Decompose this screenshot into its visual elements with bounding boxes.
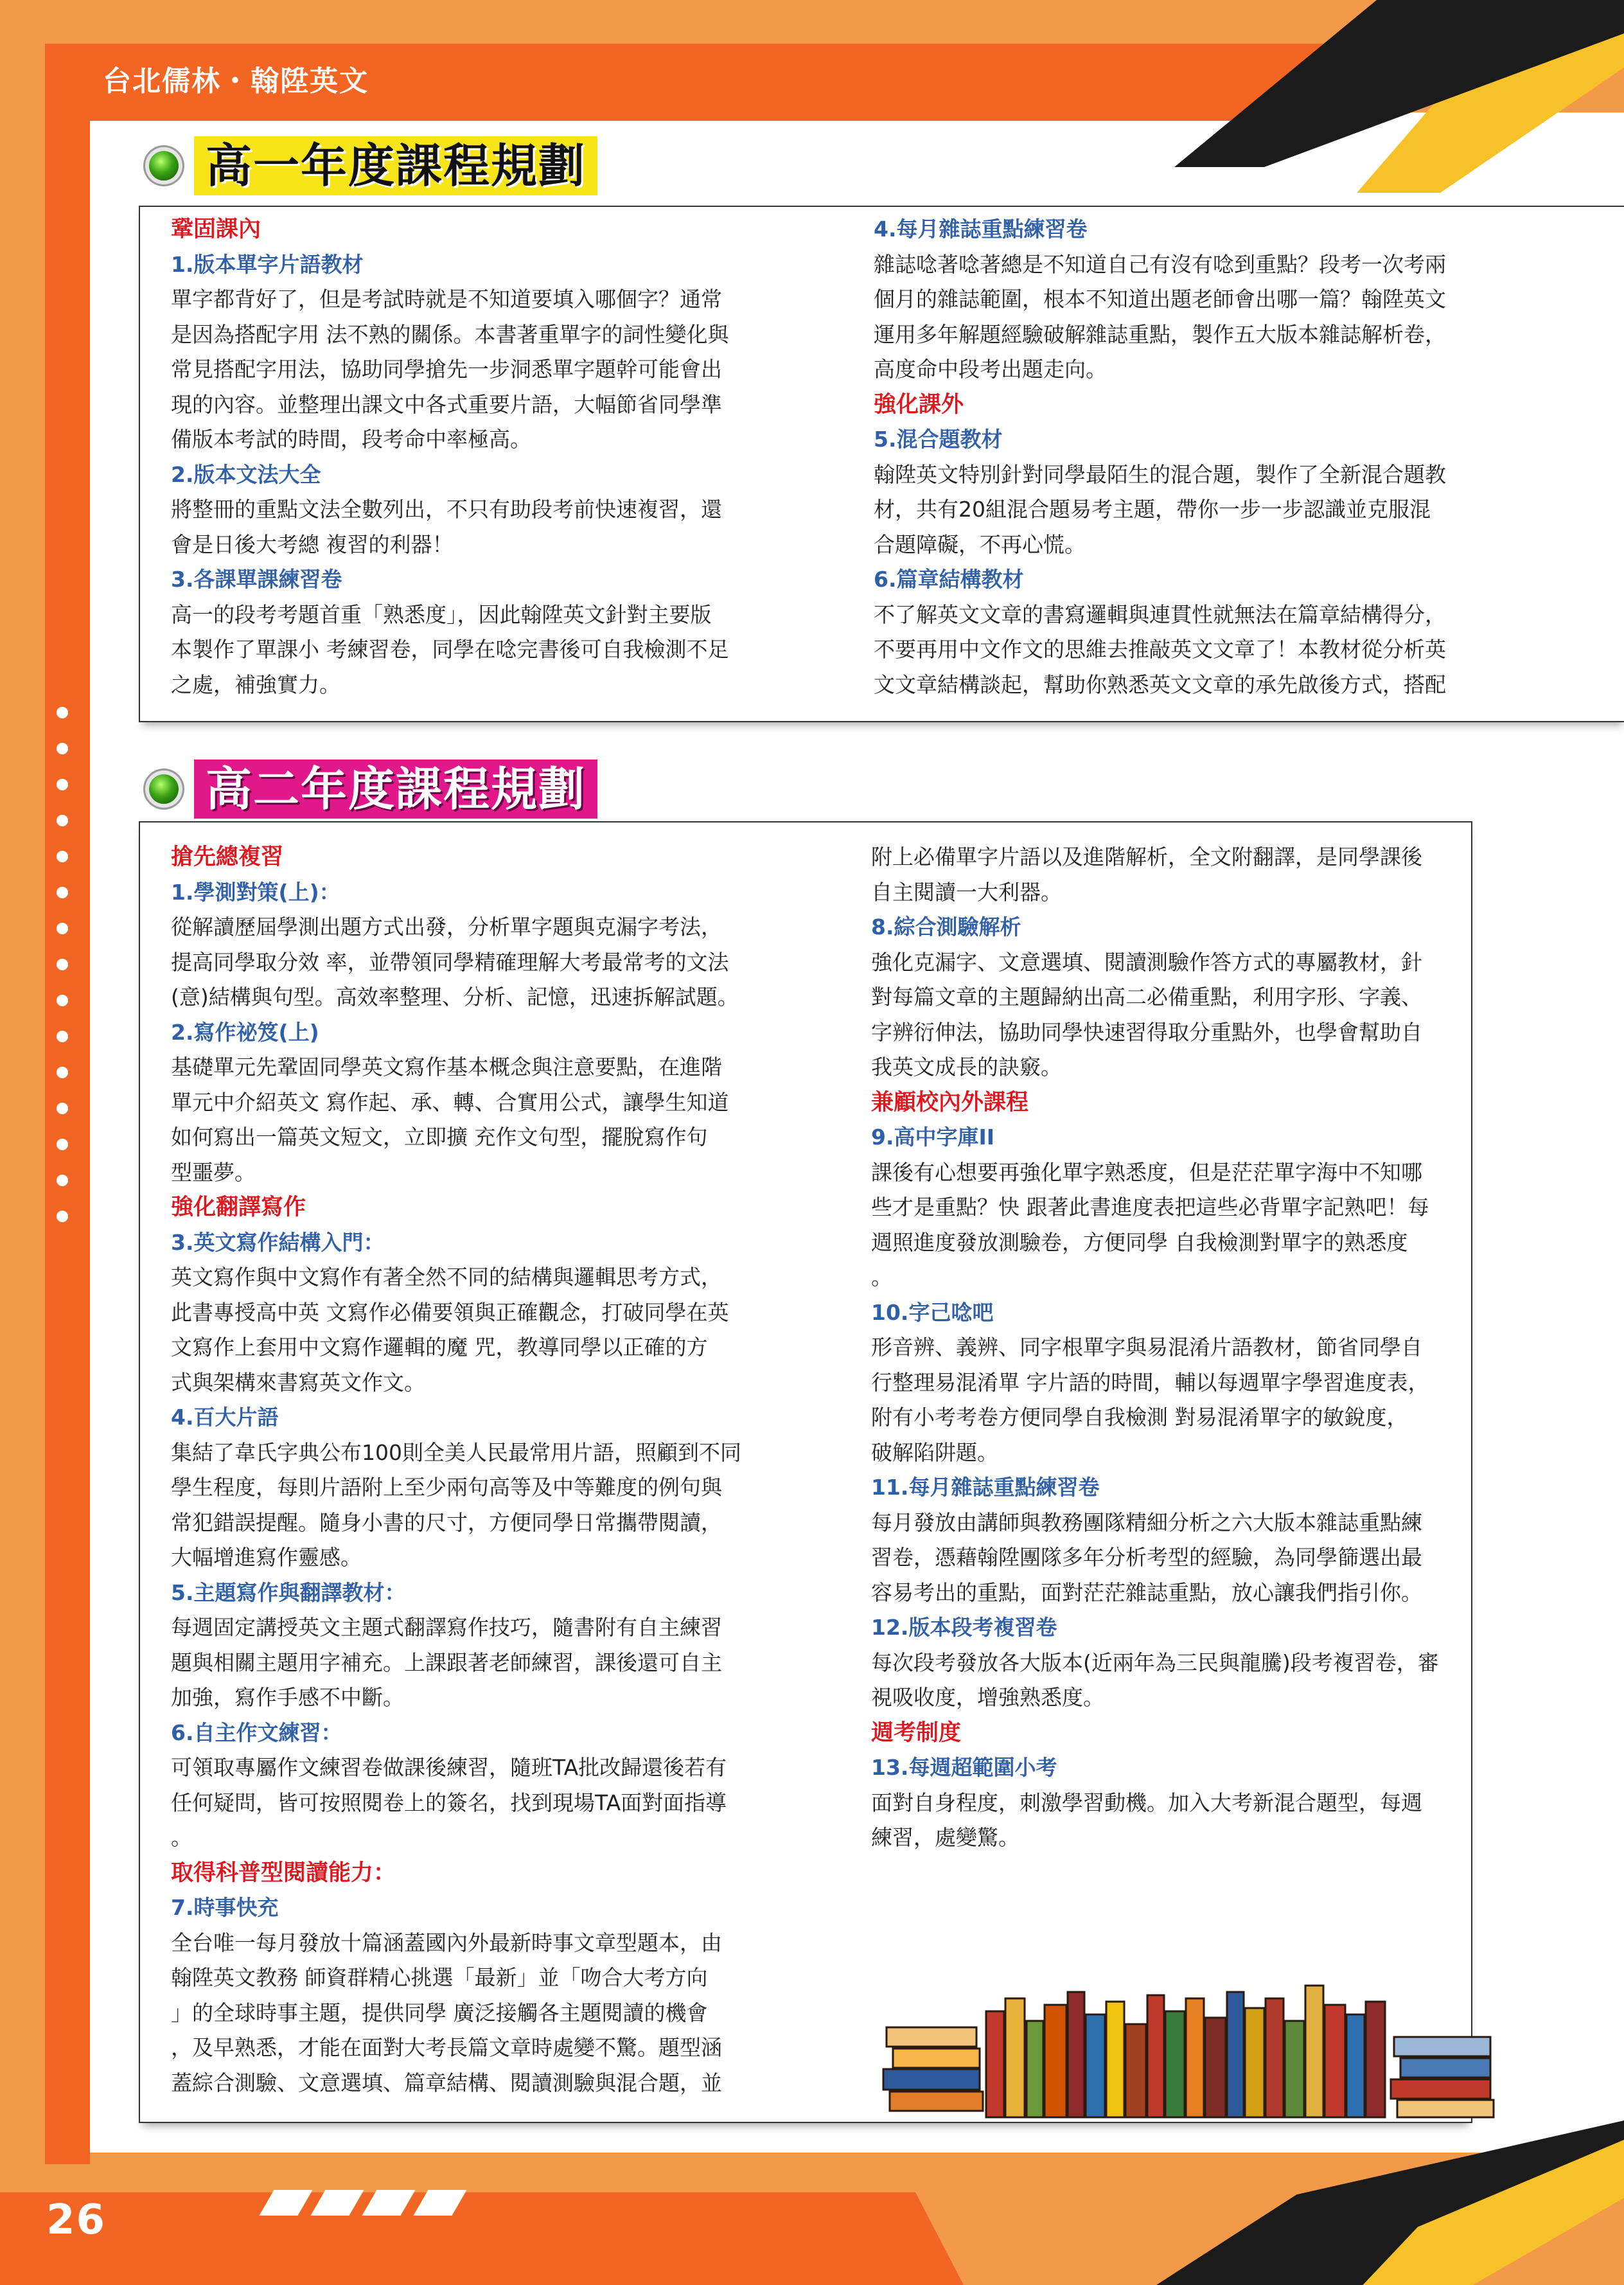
- description-line: 式與架構來書寫英文作文。: [171, 1369, 425, 1395]
- description-line: 週照進度發放測驗卷，方便同學 自我檢測對單字的熟悉度: [871, 1229, 1408, 1255]
- description-line: 」的全球時事主題，提供同學 廣泛接觸各主題閱讀的機會: [171, 2000, 708, 2025]
- description-line: 自主閱讀一大利器。: [871, 879, 1062, 905]
- description-line: 。: [871, 1265, 892, 1290]
- description-line: 運用多年解題經驗破解雜誌重點，製作五大版本雜誌解析卷，: [874, 321, 1446, 347]
- description-line: 本製作了單課小 考練習卷，同學在唸完書後可自我檢測不足: [171, 637, 729, 662]
- description-line: 會是日後大考總 複習的利器！: [171, 531, 454, 557]
- description-line: 可領取專屬作文練習卷做課後練習，隨班TA批改歸還後若有: [171, 1755, 727, 1780]
- description-line: 此書專授高中英 文寫作必備要領與正確觀念，打破同學在英: [171, 1299, 729, 1325]
- green-bullet-icon: [149, 151, 179, 181]
- description-line: 翰陞英文特別針對同學最陌生的混合題，製作了全新混合題教: [874, 461, 1446, 487]
- description-line: 。: [171, 1825, 192, 1850]
- description-line: 我英文成長的訣竅。: [871, 1054, 1062, 1080]
- description-line: 集結了韋氏字典公布100則全美人民最常用片語，照顧到不同: [171, 1439, 741, 1465]
- description-line: 習卷，憑藉翰陞團隊多年分析考型的經驗，為同學篩選出最: [871, 1545, 1422, 1570]
- course-heading: 4.百大片語: [171, 1405, 279, 1430]
- description-line: 每次段考發放各大版本(近兩年為三民與龍騰)段考複習卷，審: [871, 1649, 1439, 1675]
- category-heading: 鞏固課內: [171, 217, 261, 242]
- description-line: 基礎單元先鞏固同學英文寫作基本概念與注意要點，在進階: [171, 1054, 722, 1080]
- course-heading: 6.篇章結構教材: [874, 567, 1024, 592]
- description-line: 從解讀歷屆學測出題方式出發，分析單字題與克漏字考法，: [171, 914, 722, 939]
- description-line: 全台唯一每月發放十篇涵蓋國內外最新時事文章型題本，由: [171, 1930, 722, 1955]
- green-bullet-icon: [149, 774, 179, 804]
- description-line: 不了解英文文章的書寫邏輯與連貫性就無法在篇章結構得分，: [874, 601, 1446, 627]
- description-line: 提高同學取分效 率，並帶領同學精確理解大考最常考的文法: [171, 949, 729, 975]
- category-heading: 強化翻譯寫作: [171, 1195, 306, 1220]
- description-line: 題與相關主題用字補充。上課跟著老師練習，課後還可自主: [171, 1649, 722, 1675]
- description-line: 文文章結構談起，幫助你熟悉英文文章的承先啟後方式，搭配: [874, 671, 1446, 697]
- description-line: 任何疑問，皆可按照閱卷上的簽名，找到現場TA面對面指導: [171, 1790, 727, 1815]
- description-line: 附上必備單字片語以及進階解析，全文附翻譯，是同學課後: [871, 844, 1422, 869]
- description-line: 對每篇文章的主題歸納出高二必備重點，利用字形、字義、: [871, 984, 1422, 1009]
- description-line: 大幅增進寫作靈感。: [171, 1545, 362, 1570]
- description-line: 雜誌唸著唸著總是不知道自己有沒有唸到重點？段考一次考兩: [874, 251, 1446, 277]
- category-heading: 取得科普型閱讀能力：: [171, 1860, 396, 1886]
- course-heading: 9.高中字庫II: [871, 1125, 995, 1150]
- description-line: 附有小考考卷方便同學自我檢測 對易混淆單字的敏銳度，: [871, 1405, 1408, 1430]
- section2-title: 高二年度課程規劃: [194, 760, 597, 819]
- description-line: 加強，寫作手感不中斷。: [171, 1685, 404, 1710]
- course-heading: 12.版本段考複習卷: [871, 1615, 1057, 1640]
- section1-left-column: [171, 212, 826, 702]
- description-line: 不要再用中文作文的思維去推敲英文文章了！本教材從分析英: [874, 637, 1446, 662]
- description-line: 之處，補強實力。: [171, 671, 340, 697]
- description-line: 單字都背好了，但是考試時就是不知道要填入哪個字？通常: [171, 287, 722, 312]
- category-heading: 強化課外: [874, 391, 964, 418]
- description-line: 翰陞英文教務 師資群精心挑選「最新」並「吻合大考方向: [171, 1965, 708, 1990]
- category-heading: 週考制度: [871, 1720, 962, 1746]
- description-line: 每月發放由講師與教務團隊精細分析之六大版本雜誌重點練: [871, 1509, 1422, 1535]
- course-heading: 2.版本文法大全: [171, 461, 321, 487]
- description-line: 強化克漏字、文意選填、閱讀測驗作答方式的專屬教材，針: [871, 949, 1422, 975]
- course-heading: 2.寫作祕笈(上): [171, 1019, 319, 1045]
- description-line: 如何寫出一篇英文短文，立即擴 充作文句型，擺脫寫作句: [171, 1125, 708, 1150]
- description-line: 形音辨、義辨、同字根單字與易混淆片語教材，節省同學自: [871, 1335, 1422, 1360]
- description-line: 容易考出的重點，面對茫茫雜誌重點，放心讓我們指引你。: [871, 1579, 1422, 1605]
- description-line: 破解陷阱題。: [871, 1439, 998, 1465]
- description-line: 每週固定講授英文主題式翻譯寫作技巧，隨書附有自主練習: [171, 1615, 722, 1640]
- description-line: 視吸收度，增強熟悉度。: [871, 1685, 1104, 1710]
- section1-heading: [149, 136, 597, 195]
- course-heading: 10.字己唸吧: [871, 1299, 994, 1325]
- description-line: 行整理易混淆單 字片語的時間，輔以每週單字學習進度表，: [871, 1369, 1429, 1395]
- description-line: 是因為搭配字用 法不熟的關係。本書著重單字的詞性變化與: [171, 321, 729, 347]
- books-illustration: [880, 1966, 1548, 2127]
- binder-dots: [57, 707, 69, 1247]
- description-line: 現的內容。並整理出課文中各式重要片語，大幅節省同學準: [171, 391, 722, 417]
- section2-left-column: [171, 840, 826, 2101]
- footer-bar: [0, 2153, 964, 2285]
- page-number: 26: [46, 2196, 107, 2244]
- hazard-stripes: [267, 2190, 459, 2216]
- course-heading: 5.主題寫作與翻譯教材：: [171, 1579, 406, 1605]
- description-line: 備版本考試的時間，段考命中率極高。: [171, 427, 531, 452]
- course-heading: 1.學測對策(上)：: [171, 879, 340, 905]
- course-heading: 11.每月雜誌重點練習卷: [871, 1475, 1100, 1500]
- section1-right-column: [874, 212, 1535, 702]
- description-line: 型噩夢。: [171, 1159, 256, 1185]
- description-line: 高一的段考考題首重「熟悉度」，因此翰陞英文針對主要版: [171, 601, 712, 627]
- description-line: 練習，處變驚。: [871, 1825, 1019, 1850]
- description-line: 面對自身程度，刺激學習動機。加入大考新混合題型，每週: [871, 1790, 1422, 1815]
- course-heading: 3.各課單課練習卷: [171, 567, 342, 592]
- description-line: 英文寫作與中文寫作有著全然不同的結構與邏輯思考方式，: [171, 1265, 722, 1290]
- section2-right-column: [871, 840, 1526, 1856]
- course-heading: 1.版本單字片語教材: [171, 251, 364, 277]
- description-line: 課後有心想要再強化單字熟悉度，但是茫茫單字海中不知哪: [871, 1159, 1422, 1185]
- description-line: 材，共有20組混合題易考主題，帶你一步一步認識並克服混: [874, 497, 1431, 522]
- description-line: 字辨衍伸法，協助同學快速習得取分重點外，也學會幫助自: [871, 1019, 1422, 1045]
- course-heading: 5.混合題教材: [874, 427, 1003, 452]
- description-line: 常見搭配字用法，協助同學搶先一步洞悉單字題幹可能會出: [171, 357, 722, 382]
- category-heading: 搶先總複習: [171, 844, 284, 870]
- description-line: 常犯錯誤提醒。隨身小書的尺寸，方便同學日常攜帶閱讀，: [171, 1509, 722, 1535]
- description-line: 合題障礙，不再心慌。: [874, 531, 1086, 557]
- course-heading: 8.綜合測驗解析: [871, 914, 1021, 939]
- course-heading: 13.每週超範圍小考: [871, 1755, 1057, 1780]
- section2-heading: [149, 760, 597, 819]
- description-line: 蓋綜合測驗、文意選填、篇章結構、閱讀測驗與混合題，並: [171, 2070, 722, 2095]
- description-line: 文寫作上套用中文寫作邏輯的魔 咒，教導同學以正確的方: [171, 1335, 708, 1360]
- category-heading: 兼顧校內外課程: [871, 1089, 1029, 1116]
- description-line: (意)結構與句型。高效率整理、分析、記憶，迅速拆解試題。: [171, 984, 739, 1009]
- description-line: 學生程度，每則片語附上至少兩句高等及中等難度的例句與: [171, 1475, 722, 1500]
- course-heading: 3.英文寫作結構入門：: [171, 1229, 385, 1255]
- description-line: 將整冊的重點文法全數列出，不只有助段考前快速複習，還: [171, 497, 722, 522]
- brand-title: 台北儒林・翰陞英文: [103, 65, 369, 98]
- course-heading: 7.時事快充: [171, 1895, 279, 1920]
- description-line: 高度命中段考出題走向。: [874, 357, 1107, 382]
- description-line: 些才是重點？快 跟著此書進度表把這些必背單字記熟吧！每: [871, 1195, 1429, 1220]
- description-line: 個月的雜誌範圍，根本不知道出題老師會出哪一篇？翰陞英文: [874, 287, 1446, 312]
- description-line: 單元中介紹英文 寫作起、承、轉、合實用公式，讓學生知道: [171, 1089, 729, 1115]
- course-heading: 6.自主作文練習：: [171, 1720, 342, 1745]
- section1-title: 高一年度課程規劃: [194, 136, 597, 195]
- course-heading: 4.每月雜誌重點練習卷: [874, 217, 1088, 242]
- description-line: ，及早熟悉，才能在面對大考長篇文章時處變不驚。題型涵: [171, 2035, 722, 2060]
